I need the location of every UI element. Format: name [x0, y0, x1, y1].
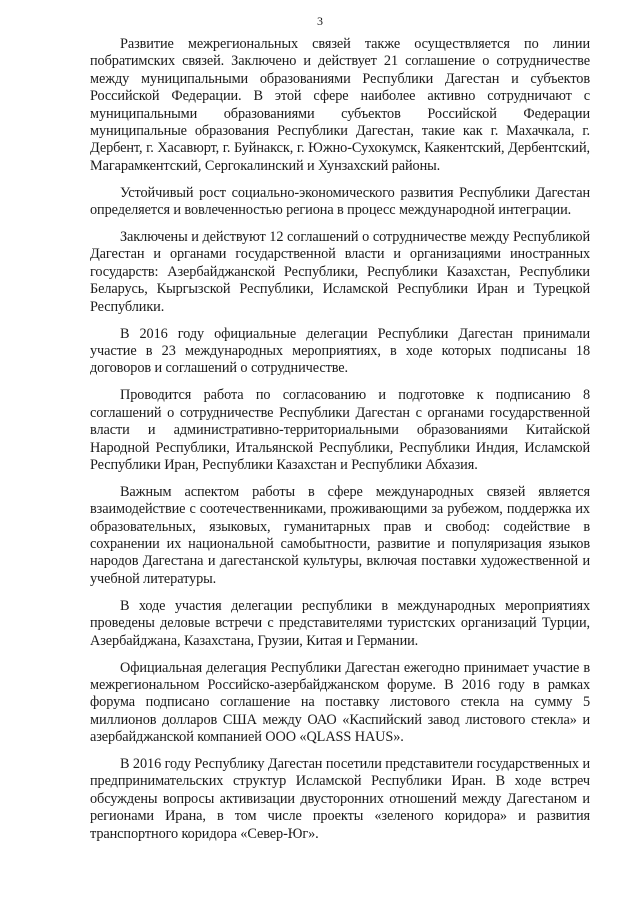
document-body — [90, 36, 590, 853]
paragraph-azerbaijan-forum: Официальная делегация Республики Дагестан ежегодно принимает участие в межрегиональном Российско-азербайджанском форуме. В 2016 году в рамках форума подписано соглашение на поставку листового стекла на сумму 5 миллионов долларов США между ОАО «Каспийский завод листового стекла» и азербайджанской компанией ООО «QLASS HAUS». — [90, 659, 590, 746]
page-number: 3 — [317, 14, 323, 28]
paragraph-delegations-2016: В 2016 году официальные делегации Республики Дагестан принимали участие в 23 международных мероприятиях, в ходе которых подписаны 18 договоров и соглашений о сотрудничестве. — [90, 325, 590, 377]
paragraph-pending-agreements: Проводится работа по согласованию и подготовке к подписанию 8 соглашений о сотрудничестве Республики Дагестан с органами государственной власти и административно-территориальными образованиями Китайской Народной Республики, Итальянской Республики, Республики Индия, Исламской Республики Иран, Республики Казахстан и Республики Абхазия. — [90, 387, 590, 473]
paragraph-compatriots: Важным аспектом работы в сфере международных связей является взаимодействие с соотечественниками, проживающими за рубежом, поддержка их образовательных, языковых, гуманитарных прав и свобод: содействие в сохранении их национальной самобытности, развитие и популяризация языков народов Дагестана и дагестанской культуры, включая поставки художественной и учебной литературы. — [90, 483, 590, 587]
paragraph-tourism-meetings: В ходе участия делегации республики в международных мероприятиях проведены деловые встречи с представителями туристских организаций Турции, Азербайджана, Казахстана, Грузии, Китая и Германии. — [90, 597, 590, 649]
paragraph-agreements: Заключены и действуют 12 соглашений о сотрудничестве между Республикой Дагестан и органами государственной власти и организациями иностранных государств: Азербайджанской Республики, Республики Казахстан, Республики Беларусь, Кыргызской Республики, Исламской Республики Иран и Турецкой Республики. — [90, 229, 590, 315]
paragraph-iran-visit: В 2016 году Республику Дагестан посетили представители государственных и предпринимательских структур Исламской Республики Иран. В ходе встреч обсуждены вопросы активизации двусторонних отношений между Дагестаном и регионами Ирана, в том числе проекты «зеленого коридора» и развития транспортного коридора «Север-Юг». — [90, 756, 590, 842]
paragraph-integration: Устойчивый рост социально-экономического развития Республики Дагестан определяется и вовлеченностью региона в процесс международной интеграции. — [90, 184, 590, 219]
paragraph-twin-cities: Развитие межрегиональных связей также осуществляется по линии побратимских связей. Заключено и действует 21 соглашение о сотрудничестве между муниципальными образованиями Республики Дагестан и субъектов Российской Федерации. В этой сфере наиболее активно сотрудничают с муниципальными образованиями субъектов Российской Федерации муниципальные образования Республики Дагестан, такие как г. Махачкала, г. Дербент, г. Хасавюрт, г. Буйнакск, г. Южно-Сухокумск, Каякентский, Дербентский, Магарамкентский, Сергокалинский и Хунзахский районы. — [90, 36, 590, 174]
